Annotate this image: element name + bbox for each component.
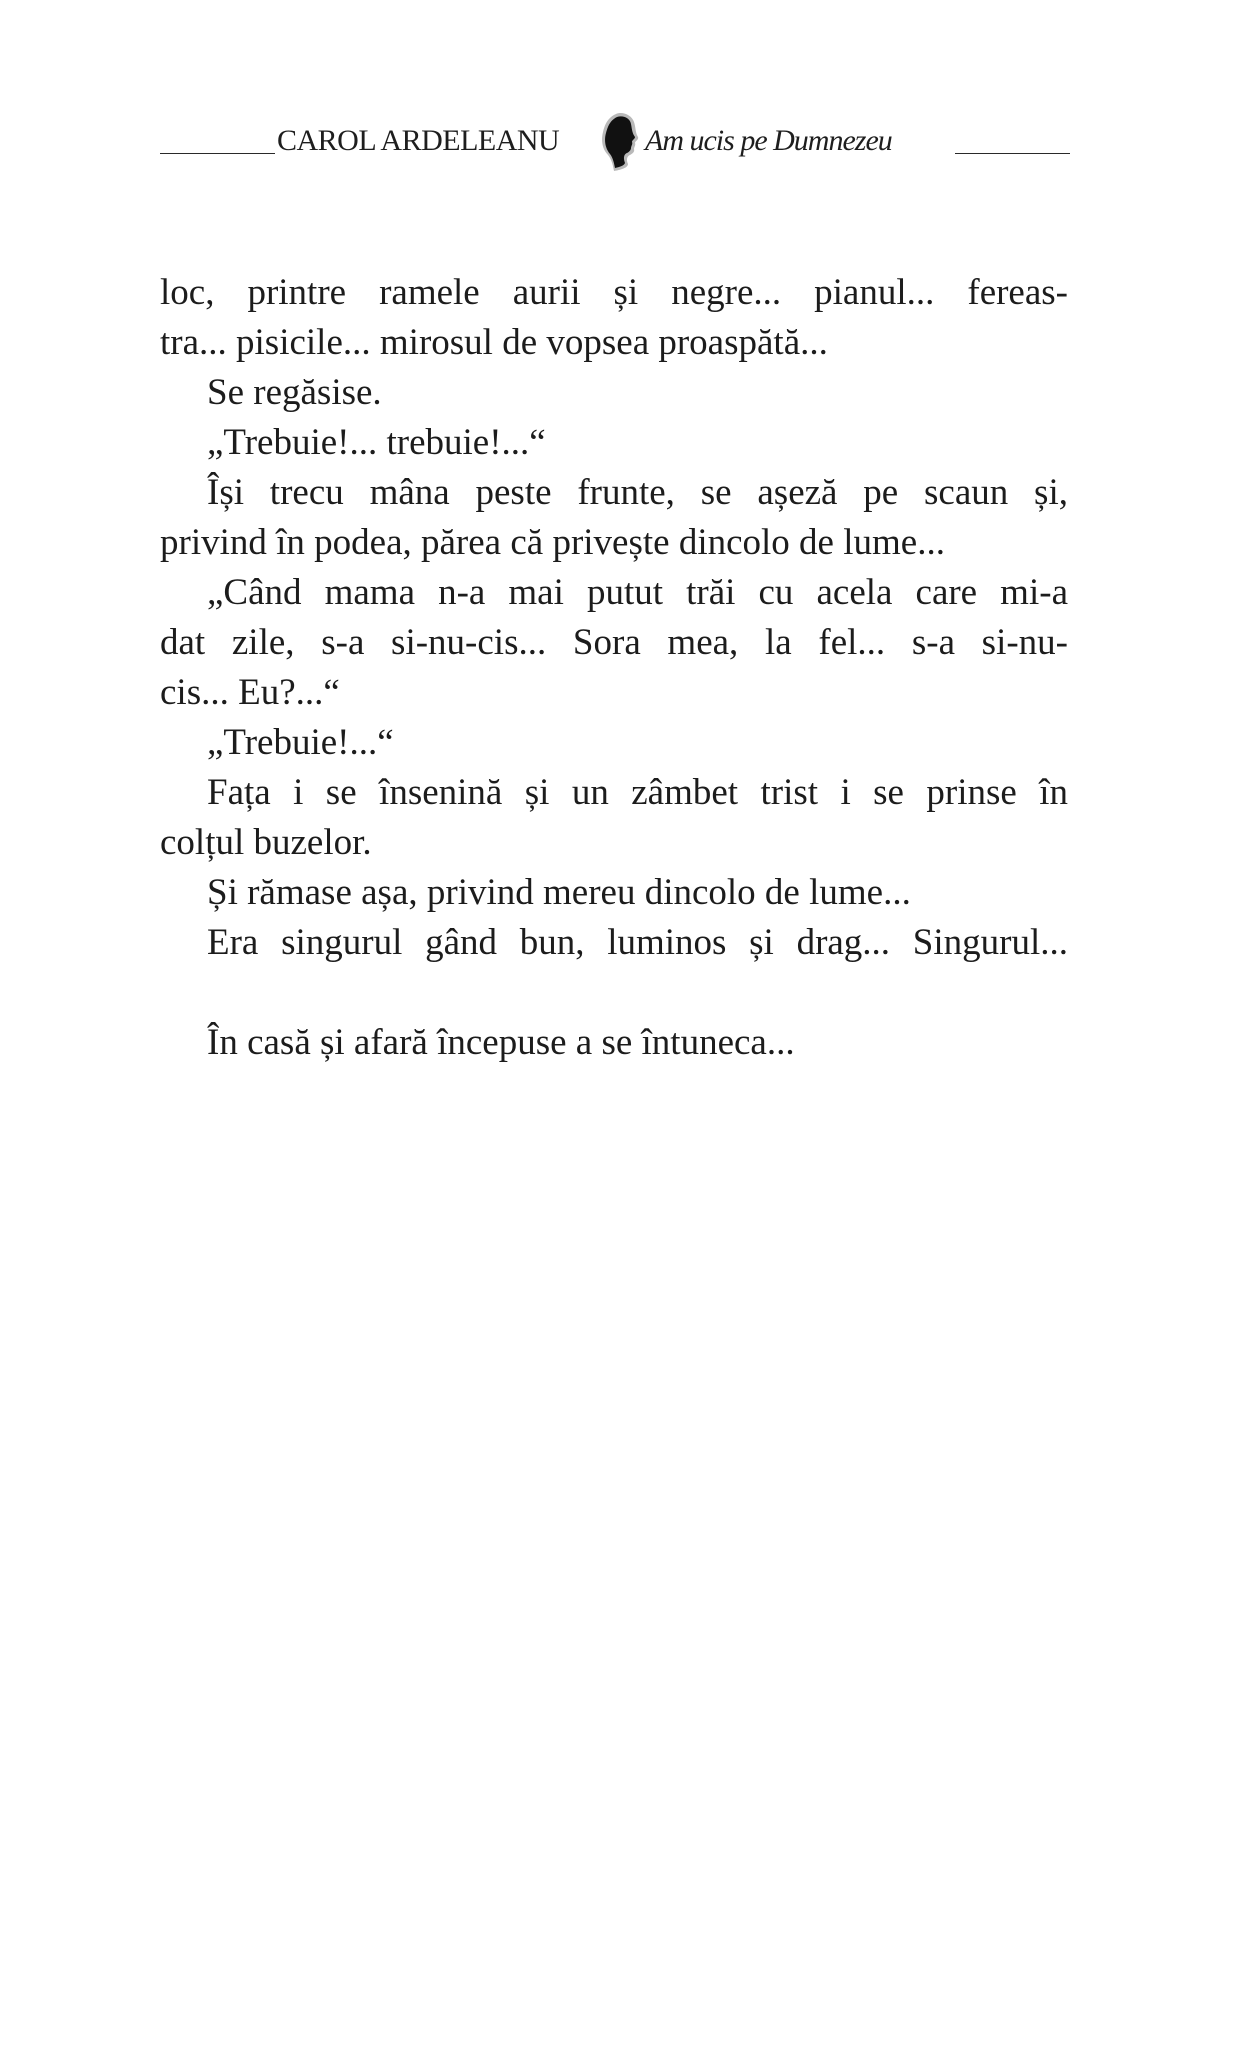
text-line: „Trebuie!...“ xyxy=(207,722,394,763)
head-silhouette-icon xyxy=(598,112,642,172)
header-rule-left xyxy=(160,153,275,154)
text-line: privind în podea, părea că privește dincolo de lume... xyxy=(160,522,945,563)
text-line: loc, printre ramele aurii și negre... pianul... fereas- xyxy=(160,272,1068,313)
header-book-title: Am ucis pe Dumnezeu xyxy=(645,124,892,157)
text-line: dat zile, s-a si-nu-cis... Sora mea, la fel... s-a si-nu- xyxy=(160,622,1068,663)
text-line: În casă și afară începuse a se întuneca... xyxy=(207,1022,795,1063)
text-line: Și rămase așa, privind mereu dincolo de lume... xyxy=(207,872,911,913)
header-rule-right xyxy=(955,153,1070,154)
page-body-text xyxy=(160,268,1068,1068)
text-line: cis... Eu?...“ xyxy=(160,672,340,713)
running-header xyxy=(158,112,1070,172)
paragraph-gap xyxy=(160,968,1068,1018)
text-line: „Când mama n-a mai putut trăi cu acela care mi-a xyxy=(207,572,1068,613)
text-line: Își trecu mâna peste frunte, se așeză pe scaun și, xyxy=(207,472,1068,513)
text-line: Se regăsise. xyxy=(207,372,382,413)
text-line: „Trebuie!... trebuie!...“ xyxy=(207,422,546,463)
text-line: Fața i se însenină și un zâmbet trist i se prinse în xyxy=(207,772,1068,813)
text-line: colțul buzelor. xyxy=(160,822,372,863)
text-line: Era singurul gând bun, luminos și drag... Singurul... xyxy=(207,922,1068,963)
text-line: tra... pisicile... mirosul de vopsea proaspătă... xyxy=(160,322,828,363)
header-author: CAROL ARDELEANU xyxy=(277,124,560,157)
